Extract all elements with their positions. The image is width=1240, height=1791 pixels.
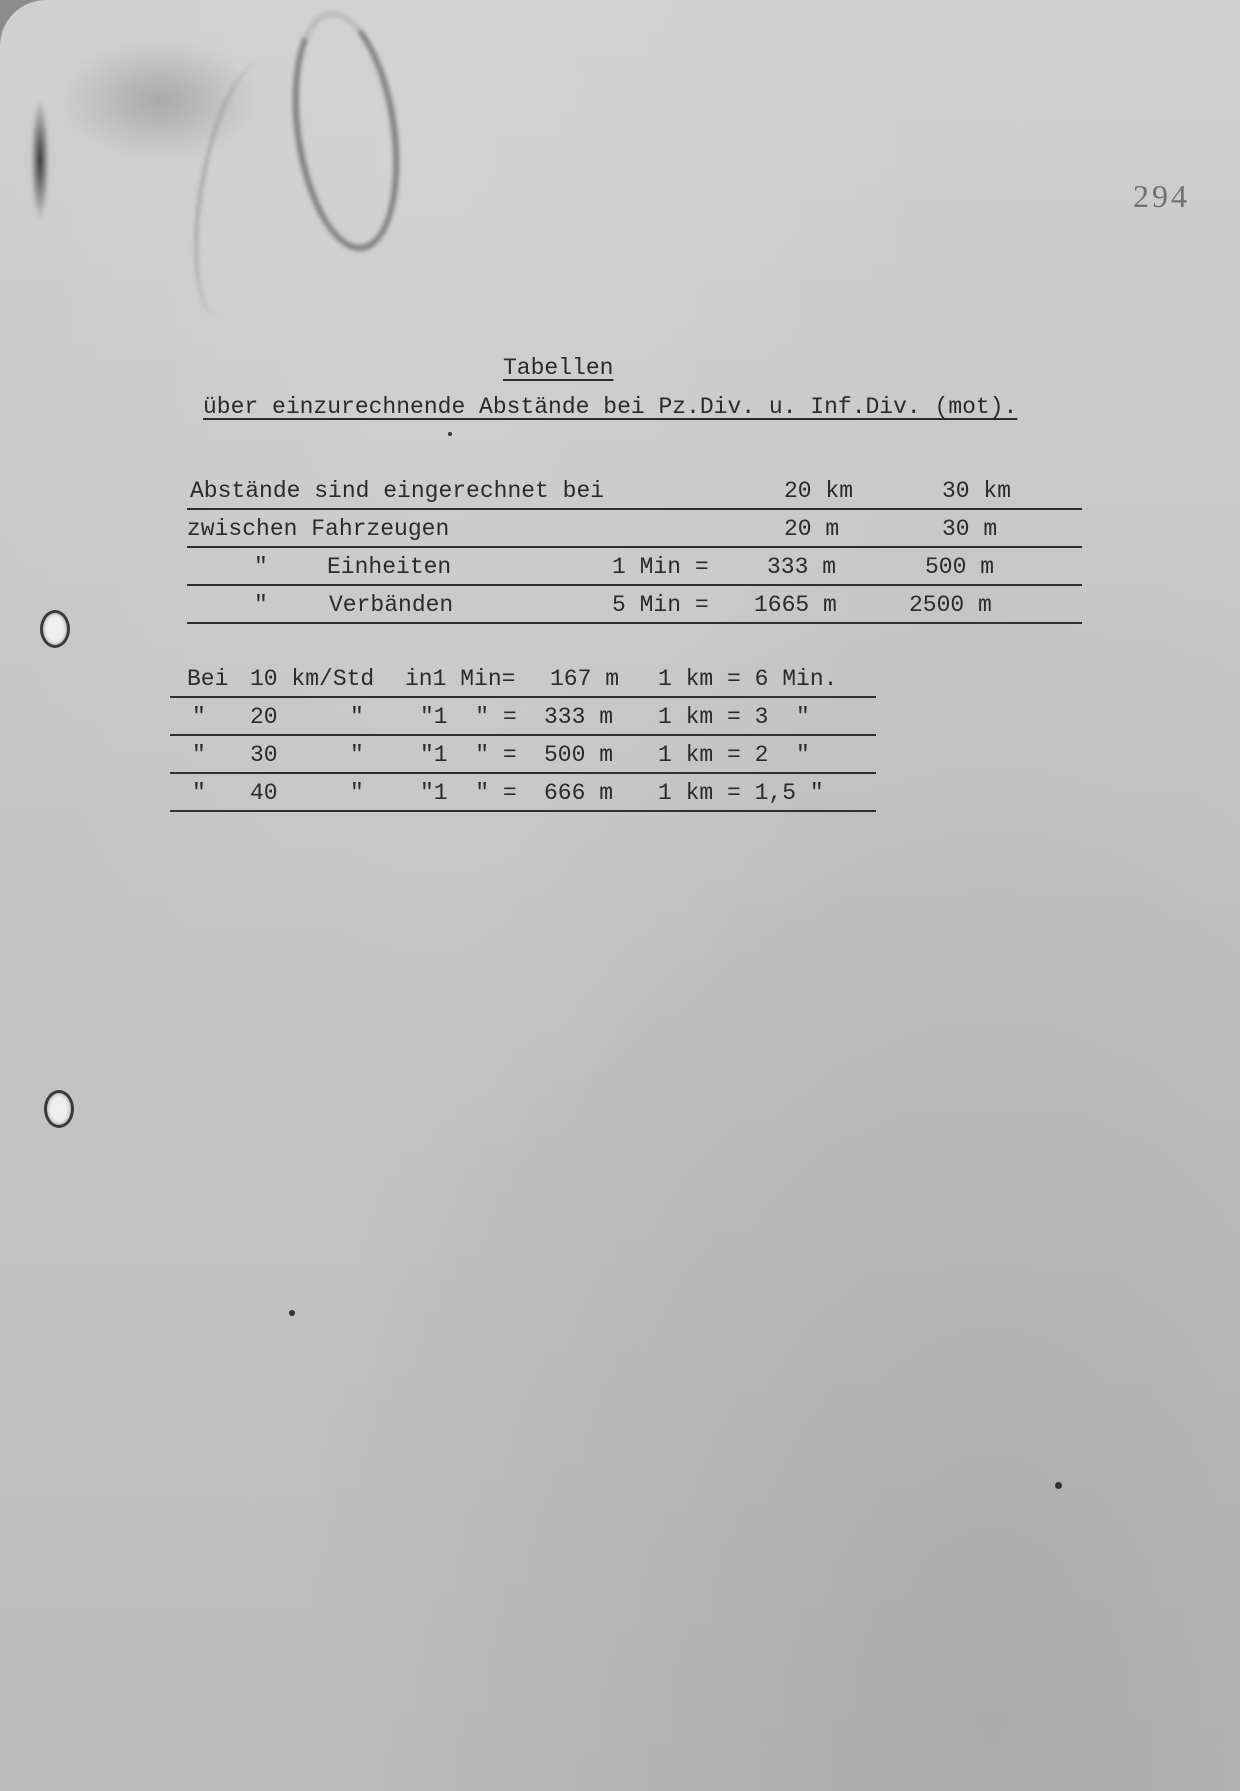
punch-hole-top xyxy=(40,610,70,648)
table-row xyxy=(170,742,876,774)
value-30-kmh: 2500 m xyxy=(909,592,992,618)
value-30-kmh: 30 m xyxy=(942,516,998,542)
minutes-per-km: 1 km = 2 " xyxy=(658,742,810,768)
table-row xyxy=(187,592,1082,624)
table-row xyxy=(187,516,1082,548)
value-30-kmh: 500 m xyxy=(925,554,995,580)
distance-per-minute: 333 m xyxy=(544,704,614,730)
speed-value: 20 xyxy=(250,704,278,730)
row-duration: 1 Min = xyxy=(612,554,709,580)
stain-streak xyxy=(178,55,305,325)
ink-speck xyxy=(448,432,452,436)
speed-value: 40 xyxy=(250,780,278,806)
table-row xyxy=(170,780,876,812)
row-label: zwischen Fahrzeugen xyxy=(187,516,450,542)
row-prefix: " xyxy=(192,704,206,730)
document-title: Tabellen xyxy=(503,355,614,381)
distance-per-minute: 167 m xyxy=(550,666,620,692)
time-unit: "1 " = xyxy=(420,742,517,768)
row-duration: 5 Min = xyxy=(612,592,709,618)
stain-ring xyxy=(279,4,414,258)
row-prefix: " xyxy=(192,742,206,768)
time-unit: "1 " = xyxy=(420,704,517,730)
water-stain xyxy=(60,40,260,160)
row-prefix: Bei xyxy=(187,666,229,692)
table-row xyxy=(170,704,876,736)
row-label: Einheiten xyxy=(327,554,452,580)
value-20-kmh: 20 km xyxy=(784,478,854,504)
row-label: Verbänden xyxy=(329,592,454,618)
ditto-mark: " xyxy=(254,592,268,618)
ditto-mark: " xyxy=(350,742,364,768)
distance-per-minute: 666 m xyxy=(544,780,614,806)
minutes-per-km: 1 km = 3 " xyxy=(658,704,810,730)
table-row xyxy=(187,554,1082,586)
time-unit: "1 " = xyxy=(420,780,517,806)
ditto-mark: " xyxy=(350,704,364,730)
ink-speck xyxy=(1055,1482,1062,1489)
value-30-kmh: 30 km xyxy=(942,478,1012,504)
speed-value: 30 xyxy=(250,742,278,768)
distance-per-minute: 500 m xyxy=(544,742,614,768)
table-row xyxy=(187,478,1082,510)
minutes-per-km: 1 km = 6 Min. xyxy=(658,666,838,692)
row-label: Abstände sind eingerechnet bei xyxy=(190,478,605,504)
document-subtitle: über einzurechnende Abstände bei Pz.Div. u. Inf.Div. (mot). xyxy=(203,394,1018,420)
value-20-kmh: 333 m xyxy=(767,554,837,580)
row-prefix: " xyxy=(192,780,206,806)
ditto-mark: " xyxy=(350,780,364,806)
value-20-kmh: 1665 m xyxy=(754,592,837,618)
ditto-mark: " xyxy=(254,554,268,580)
speed-value: 10 km/Std xyxy=(250,666,375,692)
ink-speck xyxy=(289,1310,295,1316)
page-number: 294 xyxy=(1133,178,1190,214)
punch-hole-bottom xyxy=(44,1090,74,1128)
time-unit: in1 Min= xyxy=(405,666,516,692)
edge-damage xyxy=(30,95,50,225)
table-row xyxy=(170,666,876,698)
minutes-per-km: 1 km = 1,5 " xyxy=(658,780,824,806)
value-20-kmh: 20 m xyxy=(784,516,840,542)
